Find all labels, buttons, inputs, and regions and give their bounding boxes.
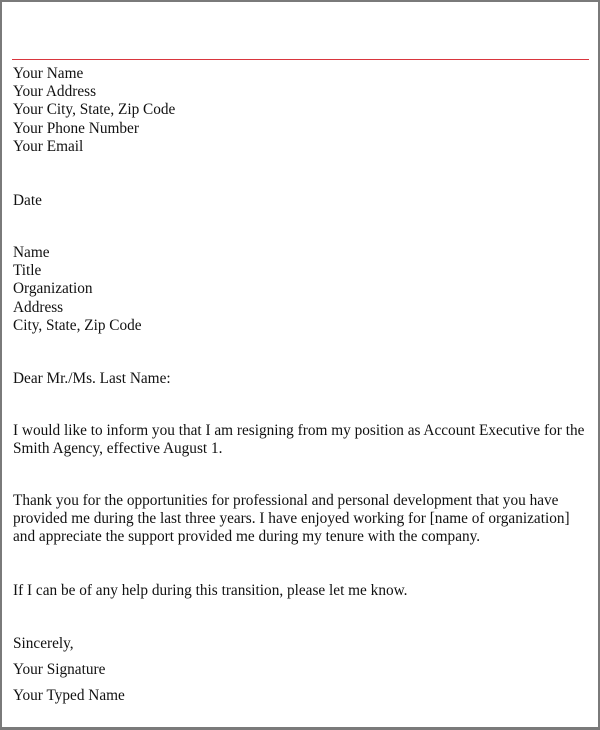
recipient-city: City, State, Zip Code [13, 316, 142, 334]
paragraph-line: Thank you for the opportunities for professional and personal development that you have [13, 492, 559, 509]
date: Date [13, 192, 42, 209]
recipient-block [13, 244, 142, 335]
signature: Your Signature [13, 661, 106, 678]
sender-block [13, 65, 175, 156]
salutation: Dear Mr./Ms. Last Name: [13, 370, 171, 387]
recipient-address: Address [13, 298, 64, 316]
paragraph-line: If I can be of any help during this transition, please let me know. [13, 582, 408, 599]
paragraph-line: Smith Agency, effective August 1. [13, 440, 223, 458]
sender-address: Your Address [13, 83, 97, 101]
paragraph-3 [13, 582, 408, 600]
header-rule [12, 59, 589, 60]
sender-name: Your Name [13, 65, 84, 82]
paragraph-line: provided me during the last three years. I have enjoyed working for [name of organization] [13, 510, 570, 528]
typed-name: Your Typed Name [13, 687, 125, 704]
recipient-organization: Organization [13, 280, 93, 298]
paragraph-2 [13, 492, 570, 547]
sender-city: Your City, State, Zip Code [13, 101, 176, 119]
recipient-name: Name [13, 244, 50, 261]
paragraph-1 [13, 422, 584, 458]
sender-phone: Your Phone Number [13, 119, 139, 137]
sender-email: Your Email [13, 137, 84, 155]
recipient-title: Title [13, 262, 42, 280]
paragraph-line: and appreciate the support provided me during my tenure with the company. [13, 528, 481, 546]
paragraph-line: I would like to inform you that I am resigning from my position as Account Executive for the [13, 422, 585, 439]
closing: Sincerely, [13, 635, 74, 652]
